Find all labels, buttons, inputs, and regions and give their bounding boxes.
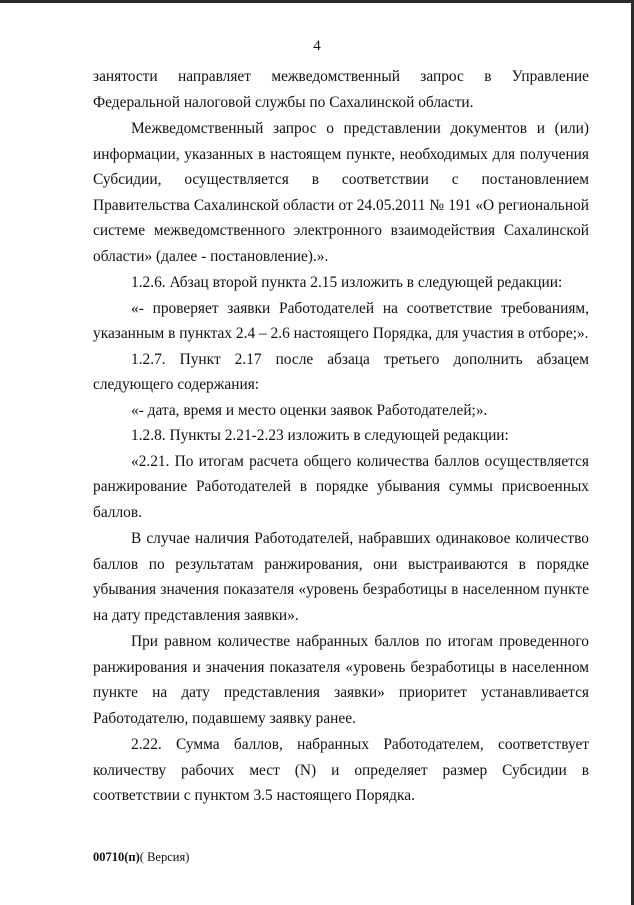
footer-version	[93, 849, 189, 865]
paragraph-continuation: занятости направляет межведомственный запрос в Управление Федеральной налоговой службы по Сахалинской области.	[93, 68, 589, 111]
footer-label: ( Версия)	[139, 850, 190, 864]
page-number: 4	[313, 38, 321, 54]
paragraph-1-2-6: 1.2.6. Абзац второй пункта 2.15 изложить в следующей редакции:	[131, 274, 563, 291]
paragraph-priority: При равном количестве набранных баллов по итогам проведенного ранжирования и значения показателя «уровень безработицы в населенном пункте на дату представления заявки» приоритет устанавливается Работодателю, подавшему заявку ранее.	[93, 633, 589, 727]
footer-code: 00710(п)	[93, 850, 140, 864]
paragraph-quote-date: «- дата, время и место оценки заявок Работодателей;».	[131, 401, 488, 419]
paragraph-interagency-request: Межведомственный запрос о представлении документов и (или) информации, указанных в настоящем пункте, необходимых для получения Субсидии, осуществляется в соответствии с постановлением Правительства Сахалинской области от 24.05.2011 № 191 «О региональной системе межведомственного электронного взаимодействия Сахалинской области» (далее - постановление).».	[93, 120, 589, 265]
paragraph-quote-checks: «- проверяет заявки Работодателей на соответствие требованиям, указанным в пунктах 2.4 – 2.6 настоящего Порядка, для участия в отборе;».	[93, 299, 589, 342]
paragraph-equal-points: В случае наличия Работодателей, набравших одинаковое количество баллов по результатам ранжирования, они выстраиваются в порядке убывания значения показателя «уровень безработицы в населенном пункте на дату представления заявки».	[93, 530, 589, 624]
paragraph-2-21: «2.21. По итогам расчета общего количества баллов осуществляется ранжирование Работодателей в порядке убывания суммы присвоенных баллов.	[93, 452, 589, 521]
paragraph-1-2-8: 1.2.8. Пункты 2.21-2.23 изложить в следующей редакции:	[131, 427, 509, 444]
paragraph-2-22: 2.22. Сумма баллов, набранных Работодателем, соответствует количеству рабочих мест (N) и определяет размер Субсидии в соответствии с пунктом 3.5 настоящего Порядка.	[93, 736, 589, 804]
paragraph-1-2-7: 1.2.7. Пункт 2.17 после абзаца третьего дополнить абзацем следующего содержания:	[93, 350, 589, 393]
page-border-top	[0, 0, 634, 3]
document-body	[93, 64, 589, 809]
